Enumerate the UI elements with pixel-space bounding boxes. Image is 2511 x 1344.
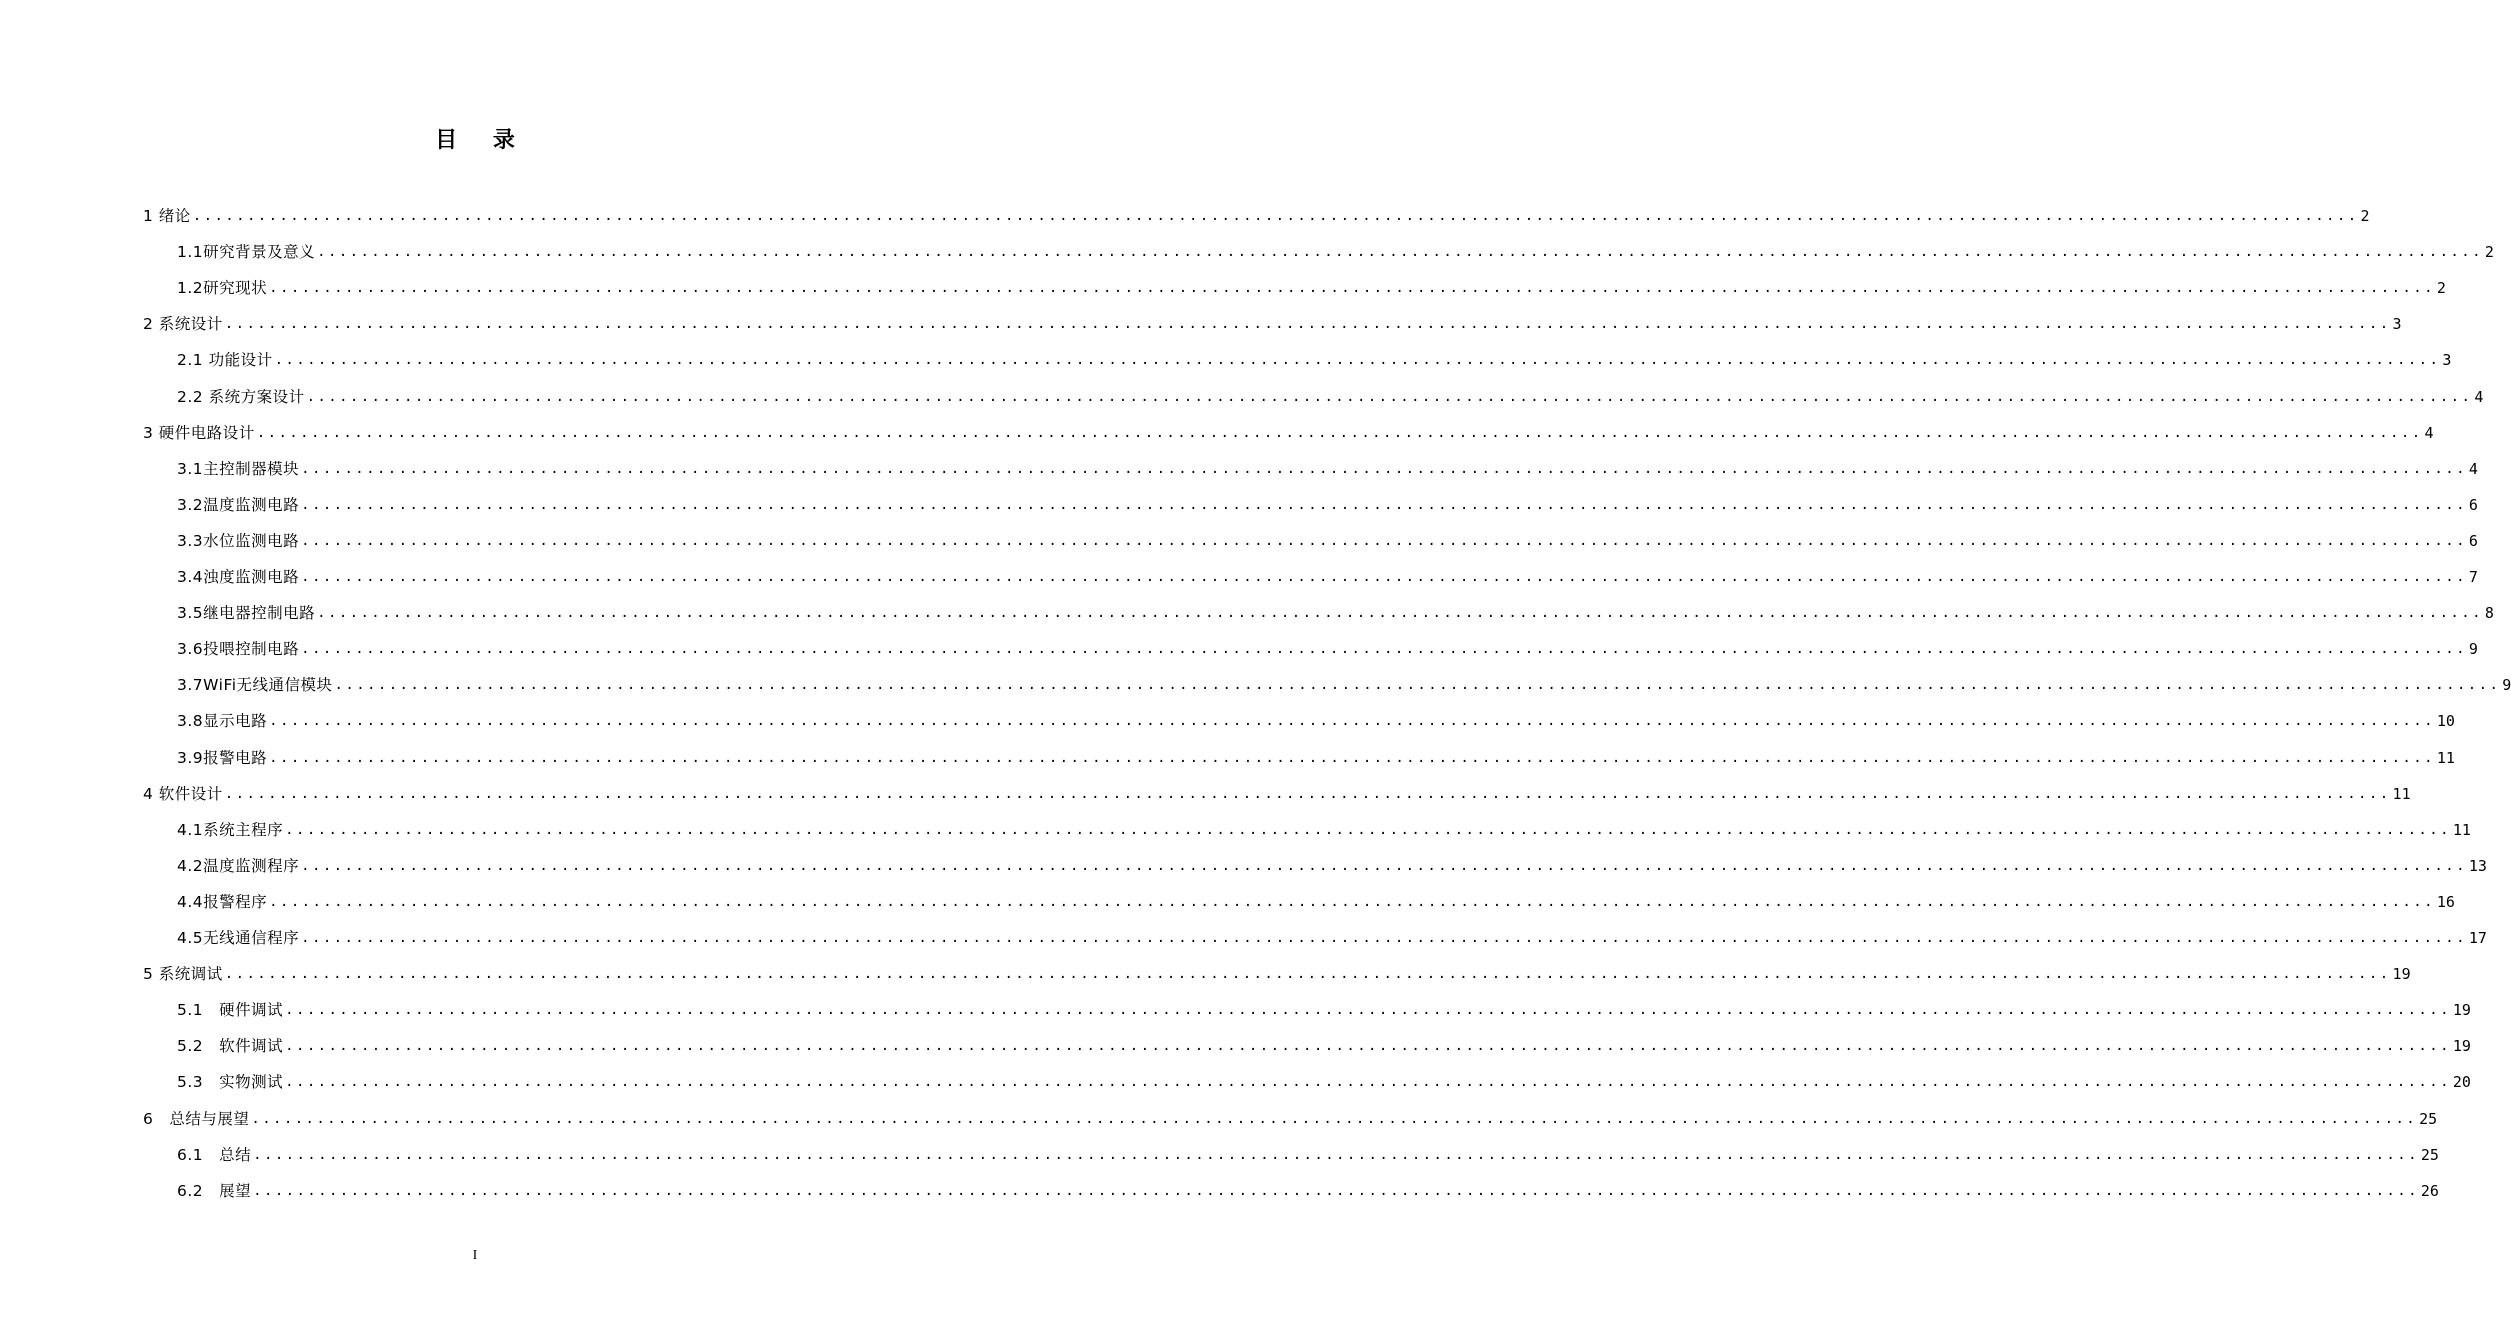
toc-entry-label: 5.2 软件调试 <box>177 1037 284 1055</box>
toc-entry[interactable] <box>177 487 2478 515</box>
toc-entry-page: 6 <box>2468 532 2478 550</box>
toc-entry[interactable] <box>143 1101 2438 1129</box>
toc-leader-dots: ........................................................................................................................................................................................................ <box>301 641 2467 657</box>
toc-entry-page: 17 <box>2468 929 2487 947</box>
toc-entry-page: 3 <box>2392 315 2402 333</box>
toc-entry[interactable] <box>177 631 2478 659</box>
toc-entry-page: 9 <box>2502 676 2511 694</box>
toc-leader-dots: ........................................................................................................................................................................................................ <box>317 605 2483 621</box>
toc-leader-dots: ........................................................................................................................................................................................................ <box>269 713 2435 729</box>
toc-leader-dots: ........................................................................................................................................................................................................ <box>301 533 2467 549</box>
toc-entry[interactable] <box>177 848 2487 876</box>
toc-entry-label: 2.2 系统方案设计 <box>177 388 305 406</box>
toc-entry[interactable] <box>143 415 2434 443</box>
page-number: I <box>472 1248 478 1263</box>
toc-leader-dots: ........................................................................................................................................................................................................ <box>274 352 2441 368</box>
toc-entry-label: 6.2 展望 <box>177 1182 252 1200</box>
toc-leader-dots: ........................................................................................................................................................................................................ <box>269 280 2435 296</box>
toc-entry[interactable] <box>177 379 2484 407</box>
toc-leader-dots: ........................................................................................................................................................................................................ <box>301 461 2467 477</box>
toc-entry-label: 6.1 总结 <box>177 1146 252 1164</box>
toc-leader-dots: ........................................................................................................................................................................................................ <box>301 858 2467 874</box>
toc-entry[interactable] <box>177 523 2478 551</box>
toc-entry-page: 9 <box>2468 640 2478 658</box>
toc-entry[interactable] <box>177 1064 2471 1092</box>
toc-entry-page: 6 <box>2468 496 2478 514</box>
toc-leader-dots: ........................................................................................................................................................................................................ <box>253 1147 2419 1163</box>
toc-entry-page: 4 <box>2468 460 2478 478</box>
toc-entry-label: 1.2研究现状 <box>177 279 268 297</box>
toc-entry[interactable] <box>177 559 2478 587</box>
toc-entry-page: 4 <box>2474 388 2484 406</box>
toc-entry-page: 25 <box>2419 1110 2438 1128</box>
toc-entry-page: 2 <box>2436 279 2446 297</box>
toc-leader-dots: ........................................................................................................................................................................................................ <box>269 750 2435 766</box>
toc-entry[interactable] <box>143 956 2411 984</box>
toc-entry[interactable] <box>177 342 2452 370</box>
toc-leader-dots: ........................................................................................................................................................................................................ <box>285 1038 2451 1054</box>
toc-entry-page: 13 <box>2468 857 2487 875</box>
toc-entry[interactable] <box>177 920 2487 948</box>
toc-leader-dots: ........................................................................................................................................................................................................ <box>256 425 2423 441</box>
toc-entry[interactable] <box>143 776 2411 804</box>
toc-entry-page: 11 <box>2452 821 2471 839</box>
toc-entry[interactable] <box>177 812 2471 840</box>
toc-leader-dots: ........................................................................................................................................................................................................ <box>192 208 2359 224</box>
toc-entry-label: 1 绪论 <box>143 207 191 225</box>
toc-entry[interactable] <box>177 595 2494 623</box>
toc-leader-dots: ........................................................................................................................................................................................................ <box>251 1111 2418 1127</box>
toc-leader-dots: ........................................................................................................................................................................................................ <box>224 786 2391 802</box>
toc-entry-label: 4.2温度监测程序 <box>177 857 300 875</box>
toc-entry-label: 4 软件设计 <box>143 785 223 803</box>
toc-entry[interactable] <box>177 992 2471 1020</box>
toc-entry-label: 4.1系统主程序 <box>177 821 284 839</box>
toc-leader-dots: ........................................................................................................................................................................................................ <box>285 1074 2451 1090</box>
toc-entry-label: 3.9报警电路 <box>177 749 268 767</box>
toc-leader-dots: ........................................................................................................................................................................................................ <box>301 497 2467 513</box>
toc-entry-label: 4.4报警程序 <box>177 893 268 911</box>
toc-entry[interactable] <box>177 234 2494 262</box>
toc-entry[interactable] <box>177 451 2478 479</box>
toc-leader-dots: ........................................................................................................................................................................................................ <box>285 1002 2451 1018</box>
toc-leader-dots: ........................................................................................................................................................................................................ <box>224 316 2391 332</box>
toc-entry-page: 11 <box>2436 749 2455 767</box>
toc-entry-page: 8 <box>2484 604 2494 622</box>
toc-entry-page: 26 <box>2420 1182 2439 1200</box>
toc-entry-page: 3 <box>2442 351 2452 369</box>
toc-entry-page: 4 <box>2424 424 2434 442</box>
page-title: 目 录 <box>435 128 529 153</box>
toc-entry-label: 3.1主控制器模块 <box>177 460 300 478</box>
toc-entry-page: 16 <box>2436 893 2455 911</box>
toc-entry[interactable] <box>143 306 2402 334</box>
toc-entry-page: 19 <box>2452 1001 2471 1019</box>
toc-entry[interactable] <box>177 1173 2439 1201</box>
toc-entry-label: 1.1研究背景及意义 <box>177 243 316 261</box>
toc-entry-page: 19 <box>2452 1037 2471 1055</box>
toc-entry-label: 3.2温度监测电路 <box>177 496 300 514</box>
toc-leader-dots: ........................................................................................................................................................................................................ <box>301 569 2467 585</box>
toc-leader-dots: ........................................................................................................................................................................................................ <box>285 822 2451 838</box>
toc-leader-dots: ........................................................................................................................................................................................................ <box>317 244 2483 260</box>
toc-entry-page: 20 <box>2452 1073 2471 1091</box>
toc-entry-label: 3.7WiFi无线通信模块 <box>177 676 333 694</box>
toc-entry-page: 7 <box>2468 568 2478 586</box>
toc-leader-dots: ........................................................................................................................................................................................................ <box>306 389 2473 405</box>
toc-entry-page: 11 <box>2392 785 2411 803</box>
toc-entry-page: 10 <box>2436 712 2455 730</box>
toc-entry[interactable] <box>177 740 2455 768</box>
toc-entry-label: 2.1 功能设计 <box>177 351 273 369</box>
toc-leader-dots: ........................................................................................................................................................................................................ <box>301 930 2467 946</box>
toc-leader-dots: ........................................................................................................................................................................................................ <box>334 677 2501 693</box>
toc-entry-label: 5.1 硬件调试 <box>177 1001 284 1019</box>
toc-entry[interactable] <box>177 703 2455 731</box>
toc-entry[interactable] <box>177 884 2455 912</box>
toc-entry-label: 2 系统设计 <box>143 315 223 333</box>
toc-entry-label: 5 系统调试 <box>143 965 223 983</box>
toc-entry-label: 6 总结与展望 <box>143 1110 250 1128</box>
toc-entry[interactable] <box>177 667 2511 695</box>
toc-entry[interactable] <box>177 270 2446 298</box>
toc-entry-label: 3.8显示电路 <box>177 712 268 730</box>
toc-entry-label: 3 硬件电路设计 <box>143 424 255 442</box>
toc-leader-dots: ........................................................................................................................................................................................................ <box>269 894 2435 910</box>
toc-entry-label: 3.5继电器控制电路 <box>177 604 316 622</box>
toc-entry-label: 4.5无线通信程序 <box>177 929 300 947</box>
toc-entry-label: 3.3水位监测电路 <box>177 532 300 550</box>
toc-entry[interactable] <box>177 1028 2471 1056</box>
toc-entry-page: 19 <box>2392 965 2411 983</box>
toc-entry-page: 2 <box>2484 243 2494 261</box>
toc-entry[interactable] <box>177 1137 2439 1165</box>
toc-leader-dots: ........................................................................................................................................................................................................ <box>224 966 2391 982</box>
toc-leader-dots: ........................................................................................................................................................................................................ <box>253 1183 2419 1199</box>
toc-entry-page: 25 <box>2420 1146 2439 1164</box>
toc-entry-label: 5.3 实物测试 <box>177 1073 284 1091</box>
toc-entry-label: 3.6投喂控制电路 <box>177 640 300 658</box>
toc-entry-label: 3.4浊度监测电路 <box>177 568 300 586</box>
toc-entry-page: 2 <box>2360 207 2370 225</box>
toc-entry[interactable] <box>143 198 2370 226</box>
